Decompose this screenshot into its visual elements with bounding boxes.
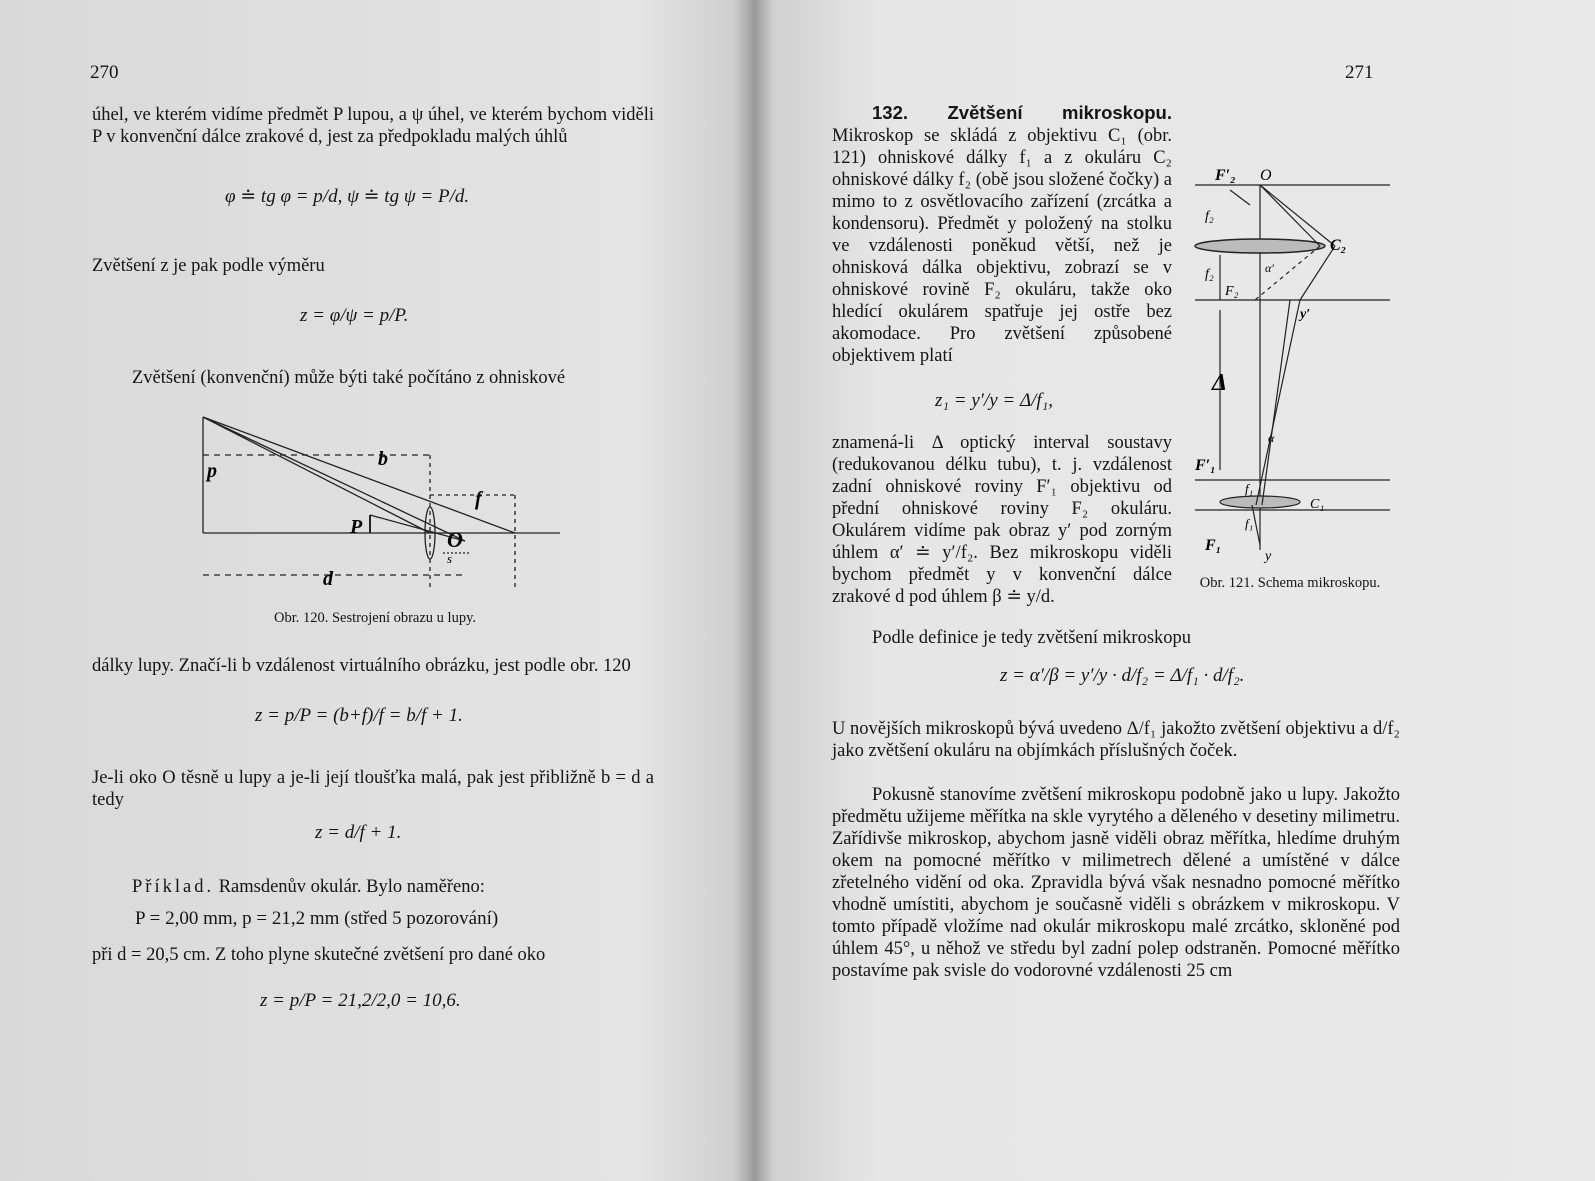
paragraph: Pokusně stanovíme zvětšení mikroskopu podobně jako u lupy. Jakožto předmětu užijeme měřítka na skle vyrytého a děleného v desetiny milimetru. Zařídivše mikroskop, abychom jasně viděli obraz měřítka, hledíme druhým okem na pomocné měřítko v milimetrech dělené a umístěné v dálce zřetelného vidění od oka. Zpravidla bývá však nesnadno pomocné měřítko vhodně umístiti, abychom je současně viděli s obrázkem v mikroskopu. V tomto případě vložíme nad okulár mikroskopu malé zrcátko, skloněné pod úhlem 45°, u něhož ve středu byl zadní polep odstraněn. Pomocné měřítko postavíme pak svisle do vodorovné vzdálenosti 25 cm bbox=[832, 785, 1400, 981]
label-O: O bbox=[447, 527, 463, 552]
label-C1: C₁ bbox=[1310, 497, 1325, 512]
label-F2: F₂ bbox=[1225, 284, 1239, 299]
formula: z = φ/ψ = p/P. bbox=[300, 305, 409, 326]
label-P: P bbox=[350, 516, 363, 538]
label-alpha-prime: α′ bbox=[1265, 261, 1274, 275]
label-alpha: α bbox=[1268, 431, 1275, 445]
paragraph: úhel, ve kterém vidíme předmět P lupou, a ψ úhel, ve kterém bychom viděli P v konvenční dálce zrakové d, jest za předpokladu malých úhlů bbox=[92, 105, 654, 147]
label-y-prime: y′ bbox=[1300, 307, 1311, 322]
page-number: 271 bbox=[1345, 62, 1374, 83]
label-f1a: f₁ bbox=[1245, 481, 1254, 496]
label-O: O bbox=[1260, 167, 1272, 184]
right-page bbox=[760, 0, 1595, 1181]
paragraph: Podle definice je tedy zvětšení mikroskopu bbox=[872, 628, 1192, 648]
formula: z = p/P = (b+f)/f = b/f + 1. bbox=[255, 705, 463, 726]
example-values: P = 2,00 mm, p = 21,2 mm (střed 5 pozorování) bbox=[135, 908, 499, 929]
page-number: 270 bbox=[90, 62, 119, 83]
label-F1: F₁ bbox=[1205, 537, 1222, 554]
label-f1b: f₁ bbox=[1245, 516, 1254, 531]
figure-caption: Obr. 121. Schema mikroskopu. bbox=[1199, 575, 1381, 591]
label-p: p bbox=[207, 460, 217, 482]
left-page bbox=[0, 0, 745, 1181]
label-b: b bbox=[378, 448, 388, 470]
example-text: Ramsdenův okulár. Bylo naměřeno: bbox=[218, 877, 485, 897]
label-F1p: F′₁ bbox=[1195, 457, 1216, 474]
figure-120 bbox=[185, 405, 565, 600]
figure-121 bbox=[1190, 160, 1390, 570]
formula: z = p/P = 21,2/2,0 = 10,6. bbox=[260, 990, 461, 1011]
formula: z₁ = y′/y = Δ/f₁, bbox=[935, 390, 1054, 411]
paragraph: Zvětšení (konvenční) může býti také počítáno z ohniskové bbox=[132, 368, 566, 388]
label-C2: C₂ bbox=[1330, 237, 1347, 254]
paragraph: při d = 20,5 cm. Z toho plyne skutečné zvětšení pro dané oko bbox=[92, 945, 546, 965]
label-d: d bbox=[323, 568, 333, 590]
formula: z = α′/β = y′/y · d/f₂ = Δ/f₁ · d/f₂. bbox=[1000, 665, 1245, 686]
label-s: s bbox=[447, 551, 453, 566]
label-F2p: F′₂ bbox=[1215, 167, 1236, 184]
label-f: f bbox=[475, 488, 482, 510]
example-line bbox=[92, 876, 654, 898]
paragraph: znamená-li Δ optický interval soustavy (redukovanou délku tubu), t. j. vzdálenost zadní ohniskové roviny F′₁ objektivu od přední ohniskové roviny F₂ okuláru. Okulárem vidíme pak obraz y′ pod zorným úhlem α′ ≐ y′/f₂. Bez mikroskopu viděli bychom předmět y v konvenční dálce zrakové d pod úhlem β ≐ y/d. bbox=[832, 433, 1172, 607]
paragraph: Je-li oko O těsně u lupy a je-li její tloušťka malá, pak jest přibližně b = d a tedy bbox=[92, 768, 654, 810]
label-f2b: f₂ bbox=[1205, 267, 1214, 282]
label-y: y bbox=[1265, 549, 1272, 564]
paragraph: dálky lupy. Značí-li b vzdálenost virtuálního obrázku, jest podle obr. 120 bbox=[92, 656, 631, 676]
paragraph: Zvětšení z je pak podle výměru bbox=[92, 256, 325, 276]
formula: φ ≐ tg φ = p/d, ψ ≐ tg ψ = P/d. bbox=[225, 186, 470, 207]
section-heading: 132. Zvětšení mikroskopu. bbox=[872, 102, 1172, 123]
label-delta: Δ bbox=[1212, 370, 1228, 396]
figure-caption: Obr. 120. Sestrojení obrazu u lupy. bbox=[273, 610, 477, 626]
label-f2a: f₂ bbox=[1205, 209, 1214, 224]
formula: z = d/f + 1. bbox=[315, 822, 402, 843]
section-text: Mikroskop se skládá z objektivu C₁ (obr. 121) ohniskové dálky f₁ a z okuláru C₂ ohniskové dálky f₂ (obě jsou složené čočky) a mimo to z osvětlovacího zařízení (zrcátka a kondensoru). Předmět y položený na stolku ve vzdálenosti poněkud větší, než je ohnisková dálka objektivu, zobrazí se v ohniskové rovině F₂ okuláru, takže oko hledící okulárem spatřuje jej ostře bez akomodace. Pro zvětšení způsobené objektivem platí bbox=[832, 126, 1172, 366]
paragraph: U novějších mikroskopů bývá uvedeno Δ/f₁ jakožto zvětšení objektivu a d/f₂ jako zvětšení okuláru na objímkách příslušných čoček. bbox=[832, 719, 1400, 761]
paragraph bbox=[832, 102, 1172, 367]
example-title: Příklad. bbox=[132, 877, 215, 897]
